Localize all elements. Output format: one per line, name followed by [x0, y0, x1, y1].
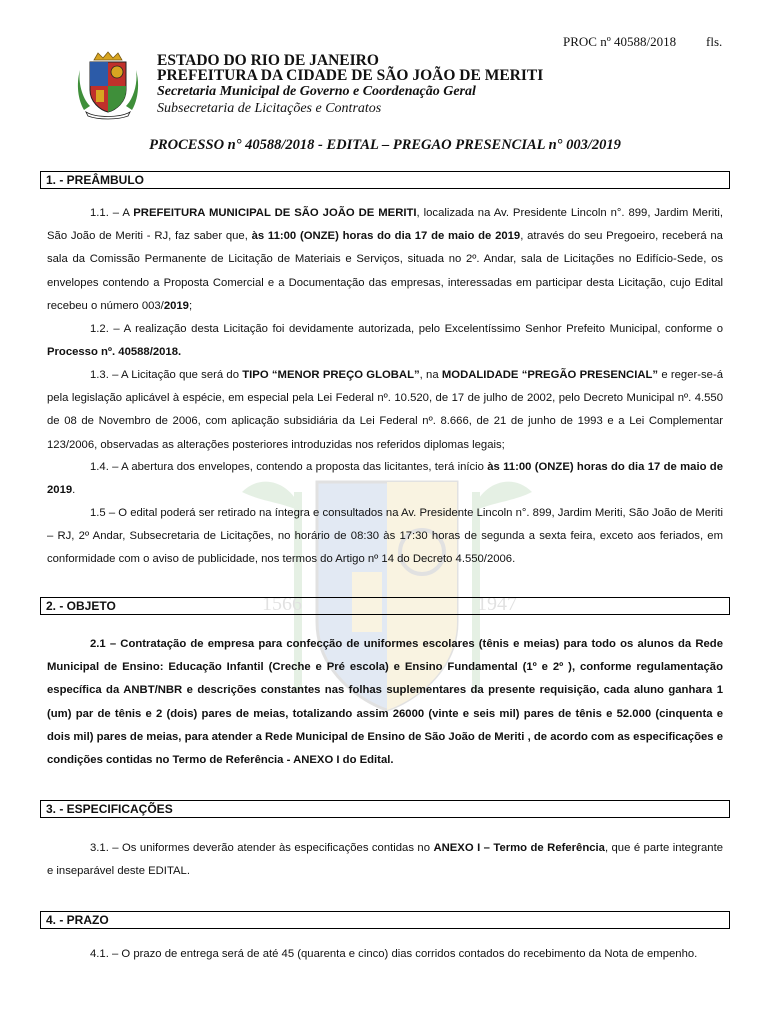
section-heading-especificacoes: 3. - ESPECIFICAÇÕES [40, 800, 730, 818]
paragraph-1-2: 1.2. – A realização desta Licitação foi devidamente autorizada, pelo Excelentíssimo Senhor Prefeito Municipal, conforme o Processo nº. 40588/2018. [47, 323, 723, 359]
header-prefecture: PREFEITURA DA CIDADE DE SÃO JOÃO DE MERITI [157, 67, 544, 84]
header-secretariat: Secretaria Municipal de Governo e Coordenação Geral [157, 84, 476, 99]
paragraph-4-1: 4.1. – O prazo de entrega será de até 45 (quarenta e cinco) dias corridos contados do recebimento da Nota de empenho. [90, 948, 698, 960]
paragraph-1-5: 1.5 – O edital poderá ser retirado na íntegra e consultados na Av. Presidente Lincoln n°. 899, Jardim Meriti, São João de Meriti – RJ, 2º Andar, Subsecretaria de Licitações, no horário de 08:30 às 17:30 horas de segunda a sexta feira, exceto aos feriados, em conformidade com o aviso de publicidade, nos termos do Artigo nº 14 do Decreto 4.550/2006. [47, 507, 723, 566]
paragraph-3-1: 3.1. – Os uniformes deverão atender às especificações contidas no ANEXO I – Termo de Referência, que é parte integrante e inseparável deste EDITAL. [47, 842, 723, 878]
paragraph-1-1: 1.1. – A PREFEITURA MUNICIPAL DE SÃO JOÃO DE MERITI, localizada na Av. Presidente Lincoln n°. 899, Jardim Meriti, São João de Meriti - RJ, faz saber que, às 11:00 (ONZE) horas do dia 17 de maio de 2019, através do seu Pregoeiro, receberá na sala da Comissão Permanente de Licitação de Materiais e Serviços, situada no 2º. Andar, sala de Licitações no Edifício-Sede, os envelopes contendo a Proposta Comercial e a Documentação das empresas, interessadas em participar desta Licitação, cujo Edital recebeu o número 003/2019; [47, 207, 724, 312]
section-heading-preambulo: 1. - PREÂMBULO [40, 171, 730, 189]
paragraph-1-4: 1.4. – A abertura dos envelopes, contendo a proposta das licitantes, terá início às 11:00 (ONZE) horas do dia 17 de maio de 2019. [47, 461, 723, 497]
municipal-crest-logo [76, 50, 140, 120]
paragraph-2-1: 2.1 – Contratação de empresa para confecção de uniformes escolares (tênis e meias) para todo os alunos da Rede Municipal de Ensino: Educação Infantil (Creche e Pré escola) e Ensino Fundamental (1º e 2º ), conforme regulamentação específica da ANBT/NBR e descrições constantes nas folhas suplementares da presente requisição, cada aluno ganhara 1 (um) par de tênis e 2 (dois) pares de meias, totalizando assim 26000 (vinte e seis mil) pares de tênis e 52.000 (cinquenta e dois mil) pares de meias, para atender a Rede Municipal de Ensino de São João de Meriti , de acordo com as especificações e condições contidas no Termo de Referência - ANEXO I do Edital. [47, 638, 723, 767]
header-subsecretariat: Subsecretaria de Licitações e Contratos [157, 101, 382, 116]
document-title: PROCESSO n° 40588/2018 - EDITAL – PREGAO PRESENCIAL n° 003/2019 [149, 137, 621, 153]
folio-label: fls. [706, 34, 723, 49]
process-reference: PROC nº 40588/2018 [563, 34, 677, 49]
watermark-year-left: 1566 [262, 593, 302, 615]
watermark-year-right: 1947 [477, 593, 517, 615]
section-heading-prazo: 4. - PRAZO [40, 911, 730, 929]
section-heading-objeto: 2. - OBJETO [40, 597, 730, 615]
header-state: ESTADO DO RIO DE JANEIRO [157, 52, 379, 69]
paragraph-1-3: 1.3. – A Licitação que será do TIPO “MENOR PREÇO GLOBAL”, na MODALIDADE “PREGÃO PRESENCIAL” e reger-se-á pela legislação aplicável à espécie, em especial pela Lei Federal nº. 10.520, de 17 de julho de 2002, pelo Decreto Municipal nº. 4.550 de 08 de Novembro de 2006, com aplicação subsidiária da Lei Federal nº. 8.666, de 21 de junho de 1993 e a Lei Complementar 123/2006, observadas as alterações posteriores introduzidas nos referidos diplomas legais; [47, 369, 723, 451]
